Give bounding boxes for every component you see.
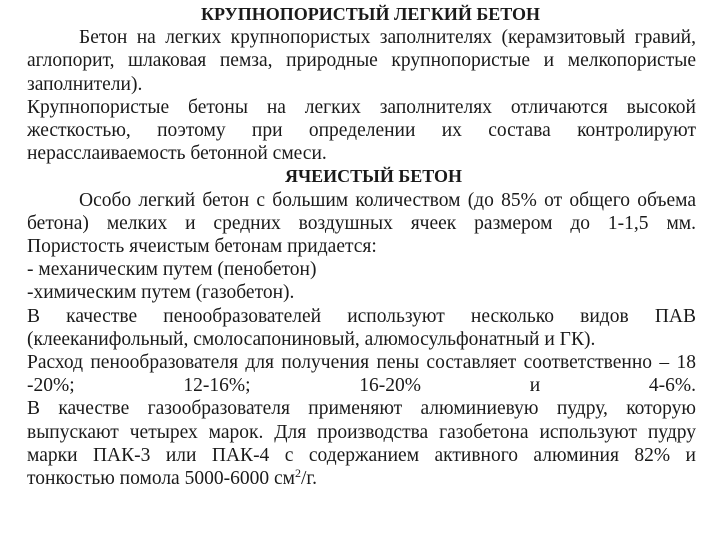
fineness-text: тонкостью помола 5000-6000 см — [27, 468, 295, 490]
fineness-unit: /г. — [300, 468, 318, 490]
text-line: Пористость ячеистым бетонам придается: — [27, 236, 377, 257]
paragraph-foaming-agents — [27, 305, 696, 351]
list-item: -химическим путем (газобетон). — [27, 282, 295, 304]
paragraph-coarse-porous-definition — [27, 26, 696, 96]
consumption-value: 16-20% — [359, 375, 421, 397]
consumption-value: -20%; — [27, 375, 75, 397]
text-line: В качестве газообразователя применяют алюминиевую пудру, которую — [27, 398, 696, 420]
text-line: (клееканифольный, смолосапониновый, алюмосульфонатный и ГК). — [27, 328, 596, 350]
text-line — [27, 374, 696, 397]
text-line: марки ПАК-3 или ПАК-4 с содержанием активного алюминия 82% и — [27, 444, 696, 466]
text-line: Особо легкий бетон с большим количеством (до 85% от общего объема — [79, 189, 696, 211]
text-line: бетона) мелких и средних воздушных ячеек размером до 1-1,5 мм. — [27, 212, 696, 234]
text-line: В качестве пенообразователей используют несколько видов ПАВ — [27, 305, 696, 327]
consumption-value: 12-16%; — [183, 375, 251, 397]
paragraph-coarse-porous-properties — [27, 96, 696, 166]
paragraph-cellular-definition — [27, 189, 696, 259]
text-line: Расход пенообразователя для получения пены составляет соответственно – 18 — [27, 352, 696, 374]
text-line: Бетон на легких крупнопористых заполнителях (керамзитовый гравий, — [79, 27, 696, 49]
text-line: аглопорит, шлаковая пемза, природные крупнопористые и мелкопористые — [27, 50, 696, 72]
paragraph-gas-forming-agent — [27, 397, 696, 490]
text-line: заполнители). — [27, 73, 143, 95]
heading-cellular-concrete: ЯЧЕИСТЫЙ БЕТОН — [284, 166, 463, 187]
text-line: жесткостью, поэтому при определении их состава контролируют — [27, 120, 696, 141]
porosity-methods-list — [27, 258, 696, 304]
text-line: Крупнопористые бетоны на легких заполнителях отличаются высокой — [27, 96, 696, 118]
superscript-exponent: 2 — [294, 467, 301, 481]
text-line: нерасслаиваемость бетонной смеси. — [27, 143, 327, 165]
conjunction: и — [529, 375, 541, 397]
consumption-value: 4-6%. — [648, 375, 696, 397]
text-line: выпускают четырех марок. Для производства газобетона используют пудру — [27, 421, 696, 443]
heading-coarse-porous-concrete: КРУПНОПОРИСТЫЙ ЛЕГКИЙ БЕТОН — [200, 4, 541, 24]
paragraph-foaming-consumption — [27, 351, 696, 397]
list-item: - механическим путем (пенобетон) — [27, 259, 317, 281]
text-line — [27, 467, 696, 490]
